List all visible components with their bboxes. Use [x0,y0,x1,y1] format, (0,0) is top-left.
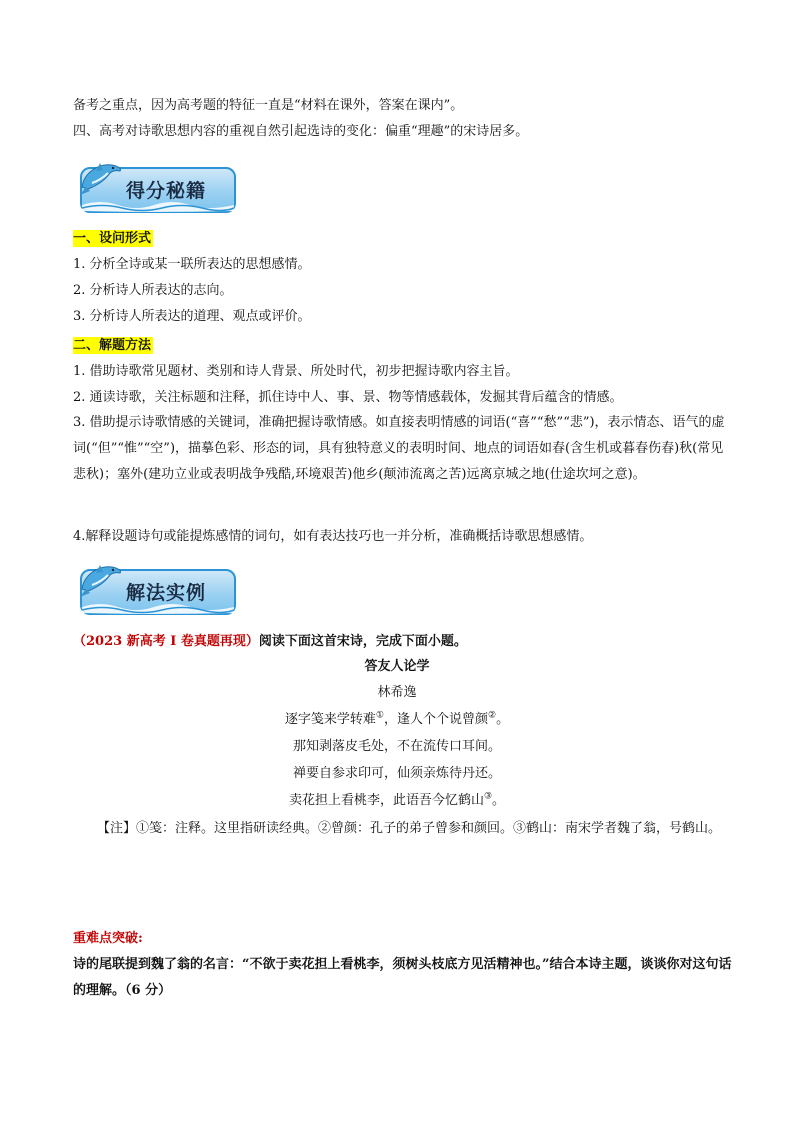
footnote-marker: ① [375,710,384,721]
method-item-4: 4.解释设题诗句或能提炼感情的词句，如有表达技巧也一并分析，准确概括诗歌思想感情。 [73,529,593,544]
method-item-3: 3. 借助提示诗歌情感的关键词，准确把握诗歌情感。如直接表明情感的词语(“喜”“愁”“悲”)，表示情态、语气的虚词(“但”“惟”“空”)，描摹色彩、形态的词，具有独特意义的表明时间、地点的词语如春(含生机或暮春伤春)秋(常见悲秋)；塞外(建功立业或表明战争残酷,环境艰苦)他乡(颠沛流离之苦)远离京城之地(仕途坎坷之意)。 [73,415,725,482]
intro-line-2: 四、高考对诗歌思想内容的重视自然引起选诗的变化：偏重“理趣”的宋诗居多。 [73,124,529,139]
section-heading-question-forms: 一、设问形式 [73,231,152,246]
example-instruction: 阅读下面这首宋诗，完成下面小题。 [258,634,467,649]
list-item: 3. 分析诗人所表达的道理、观点或评价。 [73,309,311,324]
example-intro [73,633,733,651]
poem-author: 林希逸 [377,685,417,700]
section-banner-score-tips [80,167,236,213]
poem-line: 逐字笺来学转难①，逢人个个说曾颜②。 [284,710,510,727]
focus-heading: 重难点突破: [73,931,143,946]
poem-line: 卖花担上看桃李，此语吾今忆鹤山③。 [288,791,506,808]
banner-label: 得分秘籍 [126,180,207,202]
section-banner-examples [80,569,236,615]
dolphin-icon [76,157,124,201]
focus-question: 诗的尾联提到魏了翁的名言：“不欲于卖花担上看桃李，须树头枝底方见活精神也。”结合本诗主题，谈谈你对这句话的理解。（6 分） [73,957,732,998]
poem-line: 禅要自参求印可，仙须亲炼待丹还。 [292,766,501,781]
exam-source: （2023 新高考 I 卷真题再现） [73,634,259,649]
banner-label: 解法实例 [126,582,207,604]
method-item-2: 2. 通读诗歌，关注标题和注释，抓住诗中人、事、景、物等情感载体，发掘其背后蕴含的情感。 [73,390,623,405]
intro-line-1: 备考之重点，因为高考题的特征一直是“材料在课外，答案在课内”。 [73,98,464,113]
list-item: 1. 分析全诗或某一联所表达的思想感情。 [73,257,311,272]
poem-line: 那知剥落皮毛处，不在流传口耳间。 [292,739,501,754]
list-item: 2. 分析诗人所表达的志向。 [73,283,233,298]
method-item-1: 1. 借助诗歌常见题材、类别和诗人背景、所处时代，初步把握诗歌内容主旨。 [73,364,519,379]
poem-notes: 【注】①笺：注释。这里指研读经典。②曾颜：孔子的弟子曾参和颜回。③鹤山：南宋学者魏了翁，号鹤山。 [97,821,722,836]
dolphin-icon [76,559,124,603]
footnote-marker: ② [488,710,497,721]
section-heading-methods: 二、解题方法 [73,338,152,353]
footnote-marker: ③ [483,791,493,802]
poem-title: 答友人论学 [364,659,430,674]
